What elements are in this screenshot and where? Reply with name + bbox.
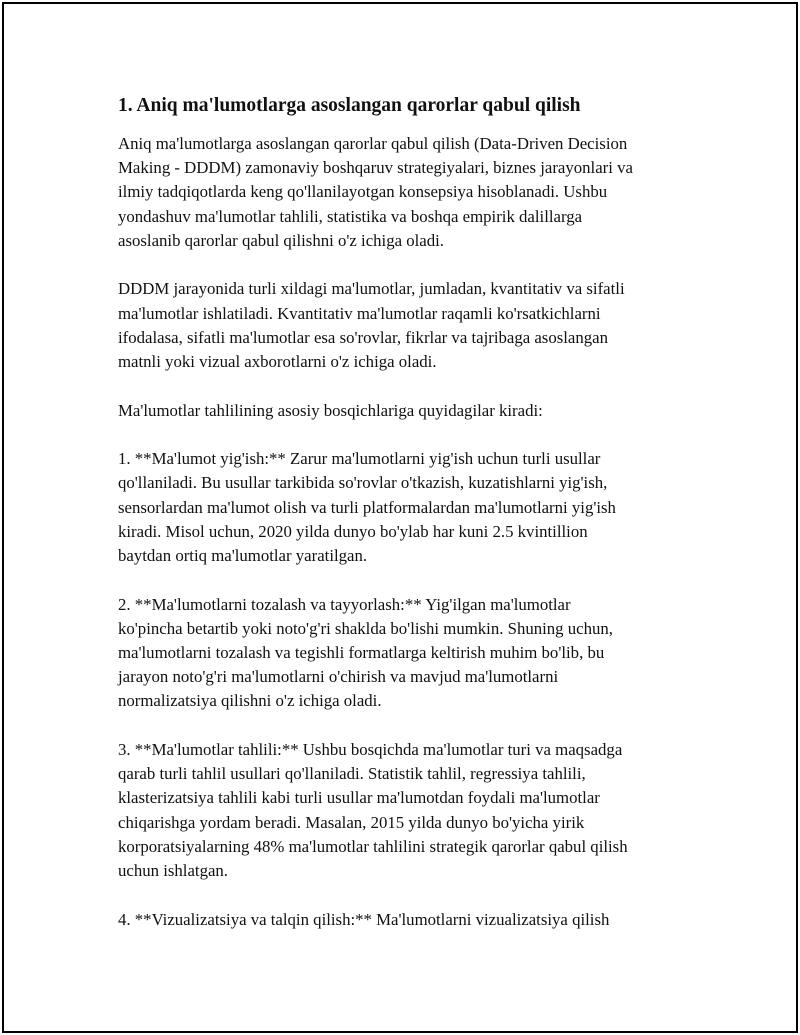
text-line: sensorlardan ma'lumot olish va turli platformalardan ma'lumotlarni yig'ish — [118, 497, 616, 517]
text-line: Ma'lumotlar tahlilining asosiy bosqichlariga quyidagilar kiradi: — [118, 400, 543, 420]
paragraph-step-1 — [118, 447, 688, 568]
text-line: kiradi. Misol uchun, 2020 yilda dunyo bo'ylab har kuni 2.5 kvintillion — [118, 521, 588, 541]
paragraph-step-4 — [118, 908, 688, 932]
text-line: ifodalasa, sifatli ma'lumotlar esa so'rovlar, fikrlar va tajribaga asoslangan — [118, 327, 608, 347]
paragraph-step-3 — [118, 738, 688, 883]
text-line: Aniq ma'lumotlarga asoslangan qarorlar qabul qilish (Data-Driven Decision — [118, 134, 628, 153]
text-line: ma'lumotlarni tozalash va tegishli formatlarga keltirish muhim bo'lib, bu — [118, 643, 605, 663]
paragraph-intro — [118, 132, 688, 253]
text-line: jarayon noto'g'ri ma'lumotlarni o'chirish va mavjud ma'lumotlarni — [118, 667, 559, 687]
text-line: matnli yoki vizual axborotlarni o'z ichiga oladi. — [118, 352, 437, 372]
text-line: uchun ishlatgan. — [118, 861, 228, 881]
text-line: Making - DDDM) zamonaviy boshqaruv strategiyalari, biznes jarayonlari va — [118, 158, 633, 178]
text-line: DDDM jarayonida turli xildagi ma'lumotlar, jumladan, kvantitativ va sifatli — [118, 279, 625, 299]
text-line: qarab turli tahlil usullari qo'llaniladi. Statistik tahlil, regressiya tahlili, — [118, 764, 586, 784]
text-line: asoslanib qarorlar qabul qilishni o'z ichiga oladi. — [118, 230, 444, 250]
text-line: baytdan ortiq ma'lumotlar yaratilgan. — [118, 546, 368, 566]
text-line: 3. **Ma'lumotlar tahlili:** Ushbu bosqichda ma'lumotlar turi va maqsadga — [118, 740, 623, 760]
paragraph-step-2 — [118, 593, 688, 714]
text-line: ilmiy tadqiqotlarda keng qo'llanilayotgan konsepsiya hisoblanadi. Ushbu — [118, 182, 608, 202]
text-line: ko'pincha betartib yoki noto'g'ri shaklda bo'lishi mumkin. Shuning uchun, — [118, 618, 613, 638]
paragraph-data-types — [118, 277, 688, 374]
text-line: chiqarishga yordam beradi. Masalan, 2015 yilda dunyo bo'yicha yirik — [118, 812, 585, 832]
text-line: normalizatsiya qilishni o'z ichiga oladi. — [118, 691, 382, 711]
section-heading: 1. Aniq ma'lumotlarga asoslangan qarorlar qabul qilish — [118, 95, 581, 116]
text-line: 4. **Vizualizatsiya va talqin qilish:** Ma'lumotlarni vizualizatsiya qilish — [118, 909, 610, 929]
document-body — [118, 92, 688, 956]
text-line: qo'llaniladi. Bu usullar tarkibida so'rovlar o'tkazish, kuzatishlarni yig'ish, — [118, 473, 608, 493]
text-line: yondashuv ma'lumotlar tahlili, statistika va boshqa empirik dalillarga — [118, 206, 583, 226]
text-line: ma'lumotlar ishlatiladi. Kvantitativ ma'lumotlar raqamli ko'rsatkichlarni — [118, 303, 601, 323]
text-line: korporatsiyalarning 48% ma'lumotlar tahlilini strategik qarorlar qabul qilish — [118, 836, 628, 856]
text-line: 2. **Ma'lumotlarni tozalash va tayyorlash:** Yig'ilgan ma'lumotlar — [118, 594, 571, 614]
text-line: 1. **Ma'lumot yig'ish:** Zarur ma'lumotlarni yig'ish uchun turli usullar — [118, 449, 601, 469]
text-line: klasterizatsiya tahlili kabi turli usullar ma'lumotdan foydali ma'lumotlar — [118, 788, 600, 808]
paragraph-stages-intro — [118, 399, 688, 423]
